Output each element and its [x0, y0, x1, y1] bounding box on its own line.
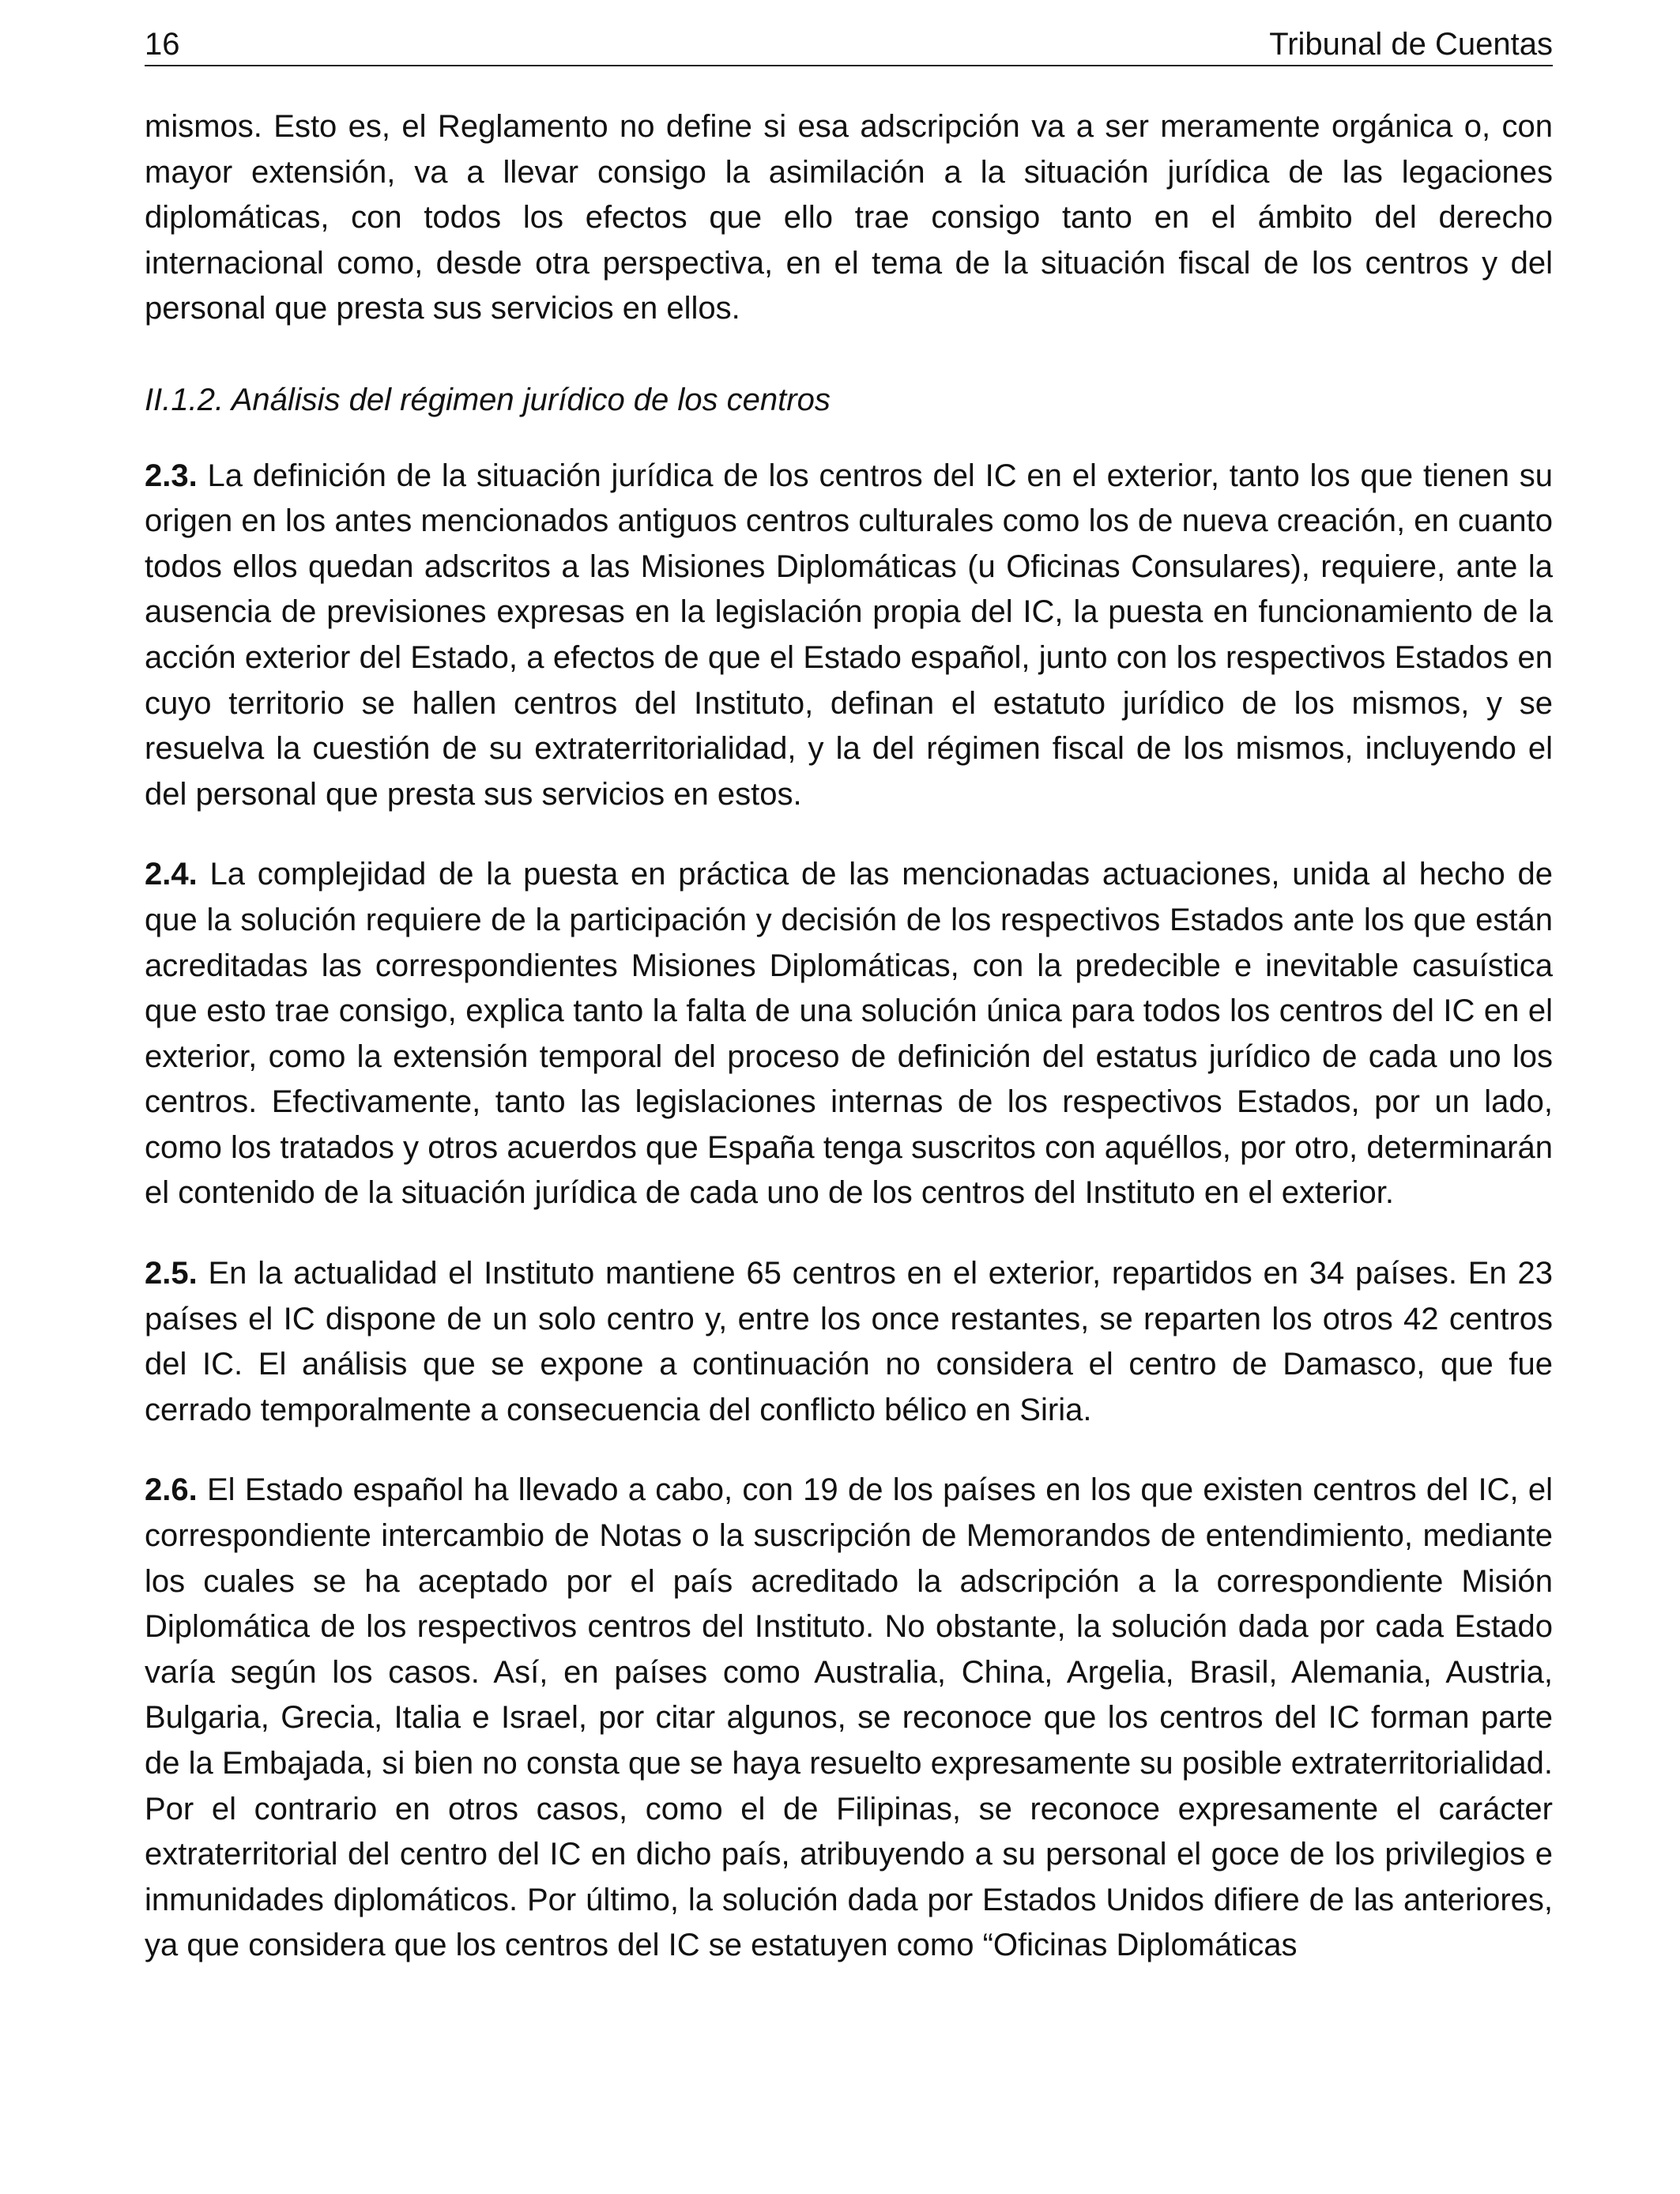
paragraph-2-6 [145, 1468, 1553, 1969]
paragraph-text: La complejidad de la puesta en práctica de las mencionadas actuaciones, unida al hecho de que la solución requiere de la participación y decisión de los respectivos Estados ante los que están acreditadas las correspondientes Misiones Diplomáticas, con la predecible e inevitable casuística que esto trae consigo, explica tanto la falta de una solución única para todos los centros del IC en el exterior, como la extensión temporal del proceso de definición del estatus jurídico de cada uno los centros. Efectivamente, tanto las legislaciones internas de los respectivos Estados, por un lado, como los tratados y otros acuerdos que España tenga suscritos con aquéllos, por otro, determinarán el contenido de la situación jurídica de cada uno de los centros del Instituto en el exterior. [145, 857, 1553, 1211]
paragraph-2-5 [145, 1251, 1553, 1433]
page-header [145, 24, 1553, 66]
paragraph-2-3 [145, 454, 1553, 818]
paragraph-text: La definición de la situación jurídica de los centros del IC en el exterior, tanto los que tienen su origen en los antes mencionados antiguos centros culturales como los de nueva creación, en cuanto todos ellos quedan adscritos a las Misiones Diplomáticas (u Oficinas Consulares), requiere, ante la ausencia de previsiones expresas en la legislación propia del IC, la puesta en funcionamiento de la acción exterior del Estado, a efectos de que el Estado español, junto con los respectivos Estados en cuyo territorio se hallen centros del Instituto, definan el estatuto jurídico de los mismos, y se resuelva la cuestión de su extraterritorialidad, y la del régimen fiscal de los mismos, incluyendo el del personal que presta sus servicios en estos. [145, 458, 1553, 812]
paragraph-number: 2.6. [145, 1472, 198, 1508]
paragraph-text: El Estado español ha llevado a cabo, con 19 de los países en los que existen centros del IC, el correspondiente intercambio de Notas o la suscripción de Memorandos de entendimiento, mediante los cuales se ha aceptado por el país acreditado la adscripción a la correspondiente Misión Diplomática de los respectivos centros del Instituto. No obstante, la solución dada por cada Estado varía según los casos. Así, en países como Australia, China, Argelia, Brasil, Alemania, Austria, Bulgaria, Grecia, Italia e Israel, por citar algunos, se reconoce que los centros del IC forman parte de la Embajada, si bien no consta que se haya resuelto expresamente su posible extraterritorialidad. Por el contrario en otros casos, como el de Filipinas, se reconoce expresamente el carácter extraterritorial del centro del IC en dicho país, atribuyendo a su personal el goce de los privilegios e inmunidades diplomáticos. Por último, la solución dada por Estados Unidos difiere de las anteriores, ya que considera que los centros del IC se estatuyen como “Oficinas Diplomáticas [145, 1472, 1553, 1963]
header-title: Tribunal de Cuentas [1269, 27, 1553, 62]
paragraph-number: 2.3. [145, 458, 198, 493]
page-number: 16 [145, 27, 180, 62]
document-body [145, 104, 1553, 2004]
paragraph-2-4 [145, 852, 1553, 1216]
section-heading: II.1.2. Análisis del régimen jurídico de los centros [145, 382, 831, 417]
paragraph-number: 2.5. [145, 1256, 198, 1291]
paragraph-number: 2.4. [145, 857, 198, 892]
continuation-paragraph: mismos. Esto es, el Reglamento no define si esa adscripción va a ser meramente orgánica o, con mayor extensión, va a llevar consigo la asimilación a la situación jurídica de las legaciones diplomáticas, con todos los efectos que ello trae consigo tanto en el ámbito del derecho internacional como, desde otra perspectiva, en el tema de la situación fiscal de los centros y del personal que presta sus servicios en ellos. [145, 109, 1553, 326]
paragraph-text: En la actualidad el Instituto mantiene 65 centros en el exterior, repartidos en 34 países. En 23 países el IC dispone de un solo centro y, entre los once restantes, se reparten los otros 42 centros del IC. El análisis que se expone a continuación no considera el centro de Damasco, que fue cerrado temporalmente a consecuencia del conflicto bélico en Siria. [145, 1256, 1553, 1427]
